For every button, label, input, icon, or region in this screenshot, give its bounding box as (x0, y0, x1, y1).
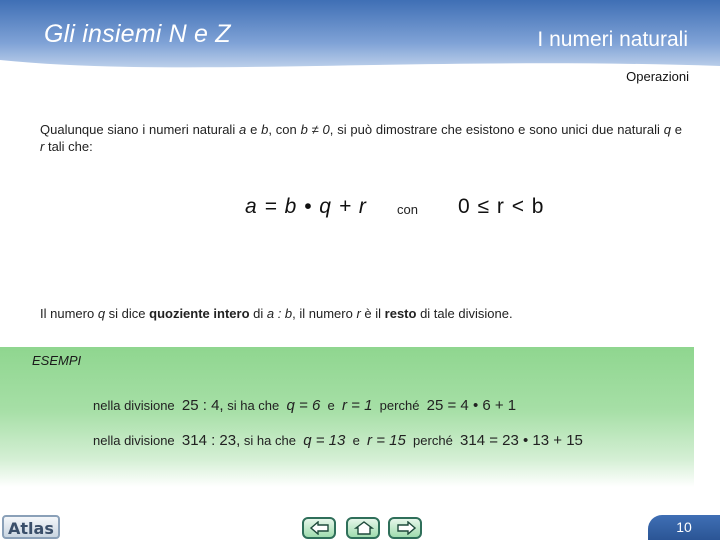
next-button[interactable] (388, 517, 422, 539)
definition-text: Il numero q si dice quoziente intero di a : b, il numero r è il resto di tale divisione. (40, 306, 513, 321)
examples-box (0, 347, 694, 487)
arrow-right-icon (396, 521, 416, 535)
app-title: Gli insiemi N e Z (44, 20, 231, 48)
examples-title: ESEMPI (32, 353, 82, 368)
home-button[interactable] (346, 517, 380, 539)
example-row: nella divisione 25 : 4, si ha che q = 6 e r = 1 perché 25 = 4 • 6 + 1 (93, 397, 517, 414)
intro-paragraph: Qualunque siano i numeri naturali a e b, con b ≠ 0, si può dimostrare che esistono e sono unici due naturali q e r tali che: (40, 122, 682, 154)
header-wave (0, 52, 720, 82)
prev-button[interactable] (302, 517, 336, 539)
division-formula: a = b • q + r (245, 195, 367, 218)
atlas-logo[interactable]: Atlas (2, 515, 60, 539)
example-row: nella divisione 314 : 23, si ha che q = 13 e r = 15 perché 314 = 23 • 13 + 15 (93, 432, 583, 449)
home-icon (354, 521, 374, 535)
header-bar (0, 0, 720, 78)
page-number: 10 (648, 515, 720, 540)
arrow-left-icon (310, 521, 330, 535)
formula-connector: con (397, 202, 418, 217)
remainder-condition: 0 ≤ r < b (458, 195, 545, 218)
subsection-title: Operazioni (626, 69, 689, 84)
section-title: I numeri naturali (537, 28, 688, 51)
